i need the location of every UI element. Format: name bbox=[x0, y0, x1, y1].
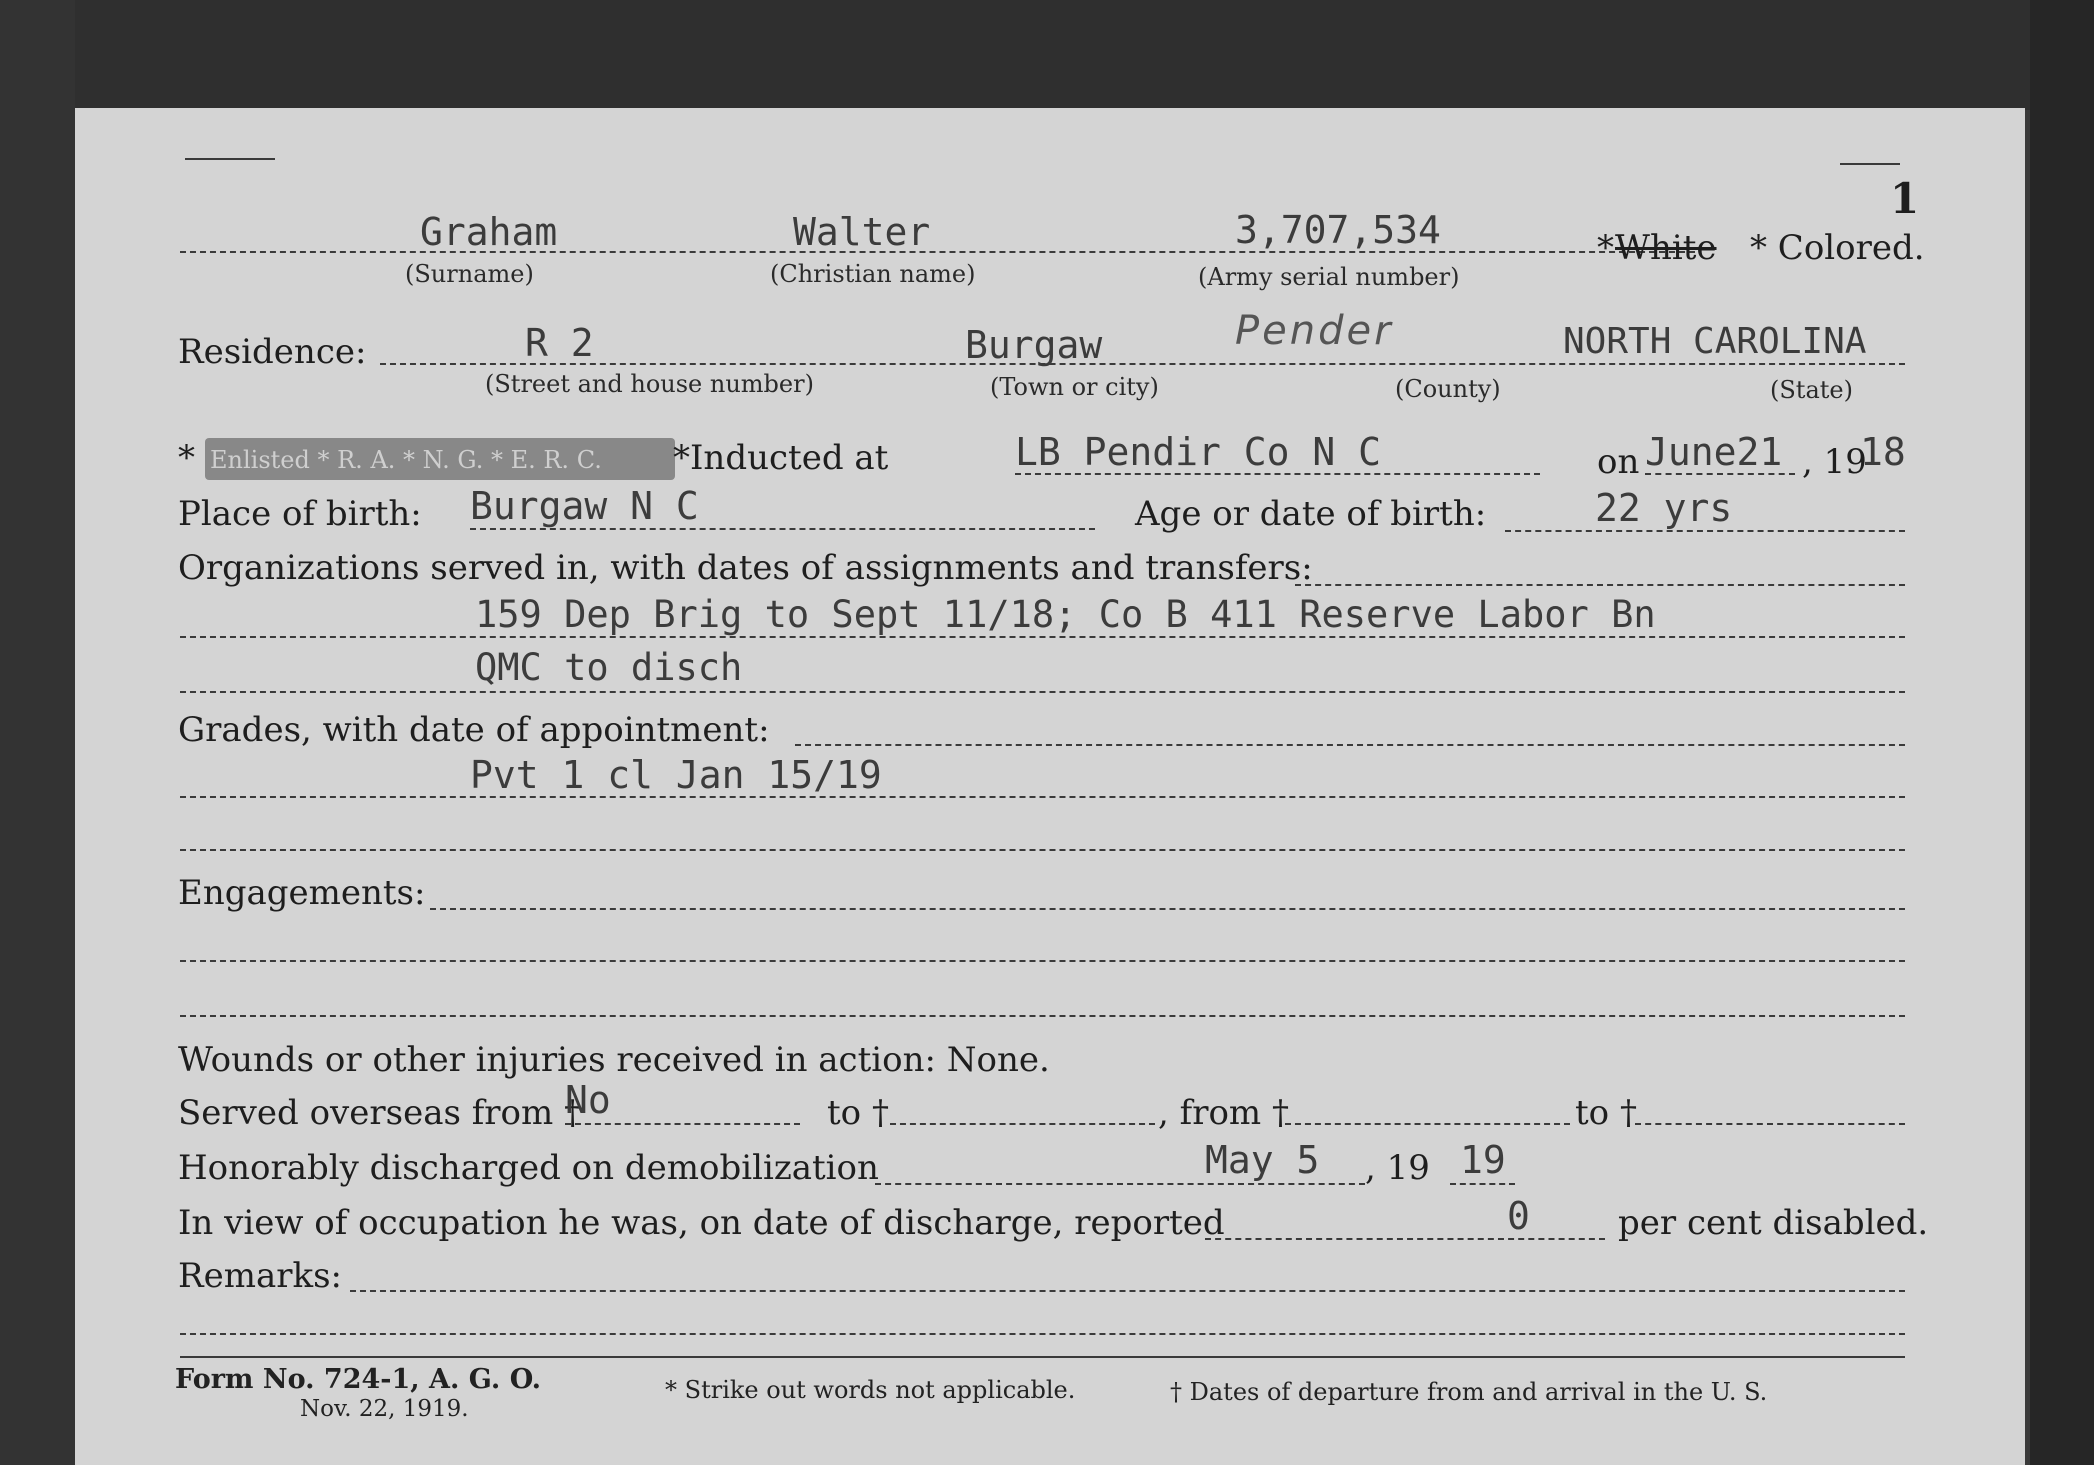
residence-label: Residence: bbox=[178, 332, 367, 372]
age-value: 22 yrs bbox=[1595, 486, 1733, 530]
county-handwritten-value: Pender bbox=[1235, 308, 1394, 354]
serial-number-label: (Army serial number) bbox=[1198, 263, 1460, 291]
inducted-at-value: LB Pendir Co N C bbox=[1015, 430, 1382, 474]
top-right-rule bbox=[1840, 163, 1900, 165]
scan-background-left bbox=[0, 0, 75, 1465]
discharge-date-value: May 5 bbox=[1205, 1138, 1320, 1182]
overseas-from-label-2: , from † bbox=[1158, 1093, 1289, 1133]
induction-year-value: 18 bbox=[1860, 430, 1906, 474]
disability-suffix: per cent disabled. bbox=[1618, 1203, 1929, 1243]
organizations-value-2: QMC to disch bbox=[475, 646, 743, 689]
discharge-year-value: 19 bbox=[1460, 1138, 1506, 1182]
overseas-to-line-2 bbox=[1635, 1123, 1905, 1125]
white-struck-text: White bbox=[1615, 228, 1717, 268]
grades-value: Pvt 1 cl Jan 15/19 bbox=[470, 753, 882, 797]
street-label: (Street and house number) bbox=[485, 370, 814, 398]
on-label: on bbox=[1597, 442, 1640, 482]
form-number: Form No. 724-1, A. G. O. bbox=[175, 1364, 542, 1395]
disability-value: 0 bbox=[1507, 1194, 1530, 1238]
inducted-at-label: *Inducted at bbox=[673, 438, 889, 478]
place-of-birth-value: Burgaw N C bbox=[470, 484, 699, 528]
induction-year-prefix: , 19 bbox=[1802, 442, 1867, 482]
place-of-birth-line bbox=[470, 528, 1095, 530]
organizations-label: Organizations served in, with dates of assignments and transfers: bbox=[178, 548, 1313, 588]
service-record-card bbox=[75, 108, 2025, 1465]
engagements-line-1 bbox=[180, 960, 1905, 962]
top-left-rule bbox=[185, 158, 275, 160]
discharge-line bbox=[875, 1183, 1365, 1185]
page-number: 1 bbox=[1890, 174, 1920, 223]
overseas-from-value: No bbox=[565, 1078, 611, 1122]
street-value: R 2 bbox=[525, 321, 594, 365]
discharge-year-prefix: , 19 bbox=[1365, 1148, 1430, 1188]
strike-out-footnote: * Strike out words not applicable. bbox=[665, 1376, 1076, 1404]
scan-background-top bbox=[0, 0, 2094, 110]
induction-date-line bbox=[1645, 473, 1795, 475]
town-label: (Town or city) bbox=[990, 373, 1159, 401]
remarks-label: Remarks: bbox=[178, 1256, 342, 1296]
grades-line-2 bbox=[180, 849, 1905, 851]
engagements-label-line bbox=[430, 908, 1905, 910]
remarks-line-1 bbox=[350, 1290, 1905, 1292]
disability-label: In view of occupation he was, on date of discharge, reported bbox=[178, 1203, 1225, 1243]
engagements-label: Engagements: bbox=[178, 873, 426, 913]
christian-name-value: Walter bbox=[793, 210, 931, 254]
grades-label-line bbox=[795, 744, 1905, 746]
induction-date-value: June21 bbox=[1645, 430, 1783, 474]
disability-line bbox=[1205, 1238, 1605, 1240]
remarks-line-2 bbox=[180, 1333, 1905, 1335]
footer-rule bbox=[180, 1356, 1905, 1358]
christian-name-label: (Christian name) bbox=[770, 260, 976, 288]
overseas-to-label: to † bbox=[827, 1093, 889, 1133]
name-line bbox=[180, 251, 1695, 253]
age-label: Age or date of birth: bbox=[1135, 494, 1487, 534]
enlisted-redacted-text: Enlisted * R. A. * N. G. * E. R. C. bbox=[210, 446, 602, 474]
enlisted-star: * bbox=[178, 438, 195, 478]
surname-label: (Surname) bbox=[405, 260, 534, 288]
state-label: (State) bbox=[1770, 376, 1853, 404]
engagements-line-2 bbox=[180, 1015, 1905, 1017]
dagger-footnote: † Dates of departure from and arrival in the U. S. bbox=[1170, 1378, 1768, 1406]
organizations-line-1 bbox=[180, 636, 1905, 638]
state-value: NORTH CAROLINA bbox=[1563, 321, 1867, 362]
grades-label: Grades, with date of appointment: bbox=[178, 710, 770, 750]
colored-text: * Colored. bbox=[1750, 228, 1925, 268]
race-star: * bbox=[1597, 228, 1614, 268]
county-label: (County) bbox=[1395, 375, 1501, 403]
organizations-label-line bbox=[1295, 584, 1905, 586]
grades-line-1 bbox=[180, 796, 1905, 798]
surname-value: Graham bbox=[420, 210, 558, 254]
residence-line bbox=[380, 363, 1905, 365]
overseas-label: Served overseas from † bbox=[178, 1093, 582, 1133]
organizations-value-1: 159 Dep Brig to Sept 11/18; Co B 411 Reserve Labor Bn bbox=[475, 593, 1656, 636]
discharge-label: Honorably discharged on demobilization bbox=[178, 1148, 879, 1188]
serial-number-value: 3,707,534 bbox=[1235, 208, 1441, 252]
town-value: Burgaw bbox=[965, 323, 1103, 367]
overseas-from-line-2 bbox=[1285, 1123, 1570, 1125]
form-date: Nov. 22, 1919. bbox=[300, 1396, 469, 1422]
age-line bbox=[1505, 530, 1905, 532]
scan-background-right bbox=[2030, 0, 2094, 1465]
discharge-year-line bbox=[1450, 1183, 1515, 1185]
place-of-birth-label: Place of birth: bbox=[178, 494, 422, 534]
overseas-to-line bbox=[890, 1123, 1155, 1125]
overseas-from-line bbox=[565, 1123, 800, 1125]
wounds-label: Wounds or other injuries received in action: None. bbox=[178, 1040, 1050, 1080]
overseas-to-label-2: to † bbox=[1575, 1093, 1637, 1133]
organizations-line-2 bbox=[180, 691, 1905, 693]
